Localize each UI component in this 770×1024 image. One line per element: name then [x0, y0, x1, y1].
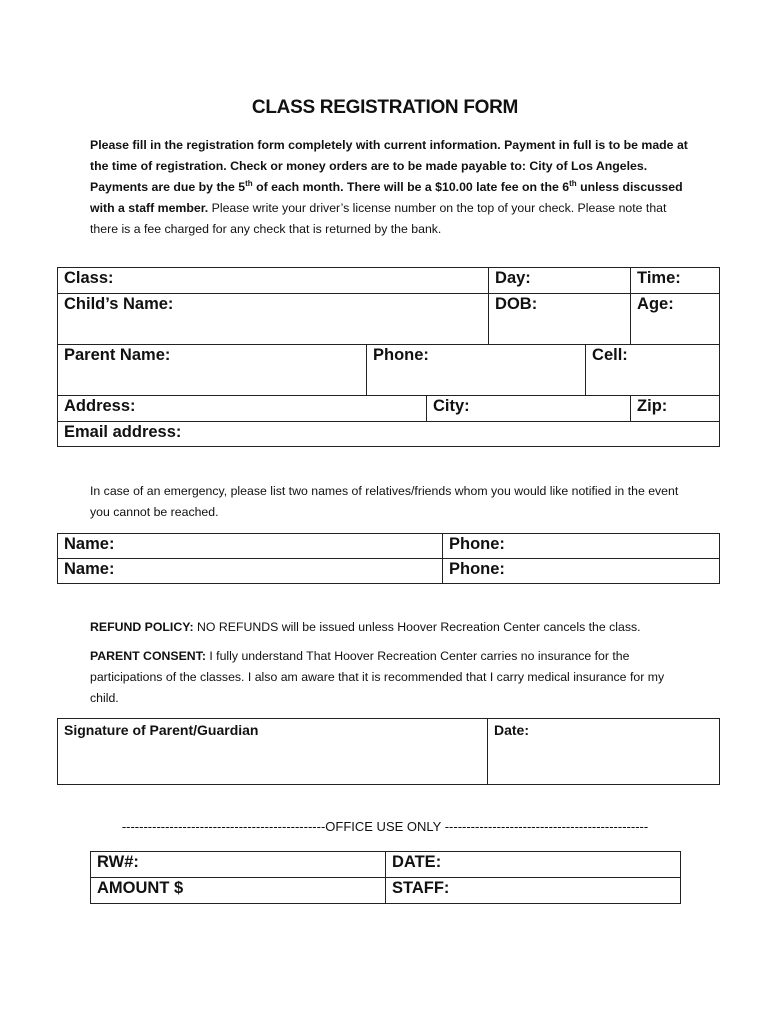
amount-field[interactable]: AMOUNT $ — [91, 878, 386, 904]
day-field[interactable]: Day: — [489, 268, 631, 294]
email-field[interactable]: Email address: — [58, 422, 720, 447]
emergency-phone-1[interactable]: Phone: — [443, 534, 720, 559]
signature-table — [57, 718, 720, 785]
staff-field[interactable]: STAFF: — [386, 878, 681, 904]
parent-consent-text: I fully understand That Hoover Recreation Center carries no insurance for the participations of the classes. I also am aware that it is recommended that I carry medical insurance for my child. — [90, 649, 665, 705]
signature-field[interactable]: Signature of Parent/Guardian — [58, 719, 488, 785]
cell-field[interactable]: Cell: — [586, 345, 720, 396]
parent-name-field[interactable]: Parent Name: — [58, 345, 367, 396]
registration-table — [57, 267, 720, 447]
intro-bold-text-3: unless discussed with a staff member. — [90, 180, 683, 215]
dob-field[interactable]: DOB: — [489, 294, 631, 345]
form-title: CLASS REGISTRATION FORM — [251, 97, 519, 118]
refund-policy-label: REFUND POLICY: — [90, 620, 194, 634]
class-field[interactable]: Class: — [58, 268, 489, 294]
childs-name-field[interactable]: Child’s Name: — [58, 294, 489, 345]
refund-policy — [90, 617, 690, 638]
parent-consent — [90, 646, 690, 709]
intro-paragraph — [90, 135, 690, 240]
office-use-table — [90, 851, 681, 904]
intro-superscript-2: th — [569, 178, 577, 188]
zip-field[interactable]: Zip: — [631, 396, 720, 422]
city-field[interactable]: City: — [427, 396, 631, 422]
emergency-table — [57, 533, 720, 584]
refund-policy-text: NO REFUNDS will be issued unless Hoover Recreation Center cancels the class. — [193, 620, 641, 634]
emergency-name-2[interactable]: Name: — [58, 559, 443, 584]
rw-number-field[interactable]: RW#: — [91, 852, 386, 878]
office-date-field[interactable]: DATE: — [386, 852, 681, 878]
time-field[interactable]: Time: — [631, 268, 720, 294]
intro-normal-text: Please write your driver’s license number on the top of your check. Please note that there is a fee charged for any check that is returned by the bank. — [90, 201, 667, 236]
office-use-divider: -----------------------------------------------OFFICE USE ONLY ----------------------------------------------- — [121, 819, 649, 834]
phone-field[interactable]: Phone: — [367, 345, 586, 396]
signature-date-field[interactable]: Date: — [488, 719, 720, 785]
parent-consent-label: PARENT CONSENT: — [90, 649, 206, 663]
intro-bold-text-1: Please fill in the registration form completely with current information. Payment in full is to be made at the time of registration. Check or money orders are to be made payable to: City of Los Angeles. Payments are due by the 5 — [90, 138, 688, 194]
intro-superscript-1: th — [245, 178, 253, 188]
emergency-phone-2[interactable]: Phone: — [443, 559, 720, 584]
emergency-instructions: In case of an emergency, please list two names of relatives/friends whom you would like notified in the event you cannot be reached. — [90, 484, 679, 519]
intro-bold-text-2: of each month. There will be a $10.00 late fee on the 6 — [252, 180, 570, 194]
age-field[interactable]: Age: — [631, 294, 720, 345]
address-field[interactable]: Address: — [58, 396, 427, 422]
emergency-name-1[interactable]: Name: — [58, 534, 443, 559]
